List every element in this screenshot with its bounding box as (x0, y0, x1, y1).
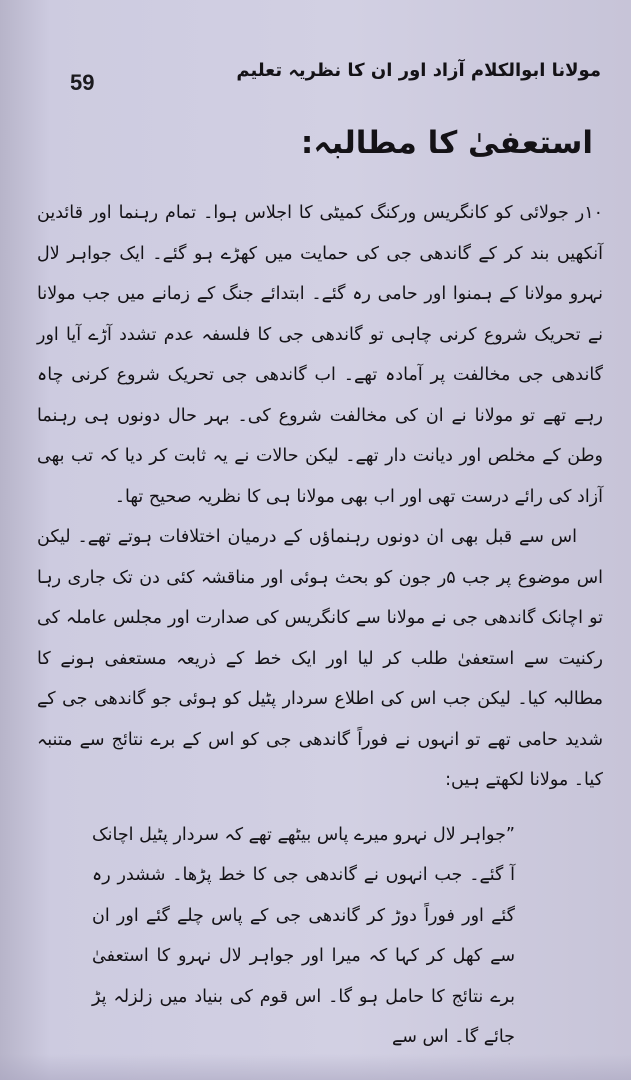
paragraph: اس سے قبل بھی ان دونوں رہنماؤں کے درمیان اختلافات ہوتے تھے۔ لیکن اس موضوع پر جب ۵ر جون کو بحث ہوئی اور مناقشہ کئی دن تک جاری رہا تو اچانک گاندھی جی نے مولانا سے کانگریس کی صدارت اور مجلس عاملہ کی رکنیت سے استعفیٰ طلب کر لیا اور ایک خط کے ذریعہ مستعفی ہونے کا مطالبہ کیا۔ لیکن جب اس کی اطلاع سردار پٹیل کو ہوئی جو گاندھی جی کے شدید حامی تھے تو انہوں نے فوراً گاندھی جی کو اس کے برے نتائج سے متنبہ کیا۔ مولانا لکھتے ہیں: (37, 527, 603, 790)
paragraph: ۱۰ر جولائی کو کانگریس ورکنگ کمیٹی کا اجلاس ہوا۔ تمام رہنما اور قائدین آنکھیں بند کر کے گاندھی جی کی حمایت میں کھڑے ہو گئے۔ ایک جواہر لال نہرو مولانا کے ہمنوا اور حامی رہ گئے۔ ابتدائے جنگ کے زمانے میں جب مولانا نے تحریک شروع کرنی چاہی تو گاندھی جی کا فلسفہ عدم تشدد آڑے آیا اور گاندھی جی مخالفت پر آمادہ تھے۔ اب گاندھی جی تحریک شروع کرنی چاہ رہے تھے تو مولانا نے ان کی مخالفت شروع کی۔ بہر حال دونوں ہی رہنما وطن کے مخلص اور دیانت دار تھے۔ لیکن حالات نے یہ ثابت کر دیا کہ تب بھی آزاد کی رائے درست تھی اور اب بھی مولانا ہی کا نظریہ صحیح تھا۔ (37, 203, 603, 507)
page-number: 59 (70, 70, 95, 95)
quotation: ”جواہر لال نہرو میرے پاس بیٹھے تھے کہ سردار پٹیل اچانک آ گئے۔ جب انہوں نے گاندھی جی کا خط پڑھا۔ ششدر رہ گئے اور فوراً دوڑ کر گاندھی جی کے پاس چلے گئے اور ان سے کھل کر کہا کہ میرا اور جواہر لال نہرو کا استعفیٰ برے نتائج کا حامل ہو گا۔ اس قوم کی بنیاد میں زلزلہ پڑ جائے گا۔ اس سے (92, 824, 515, 1047)
running-header: مولانا ابوالکلام آزاد اور ان کا نظریہ تعلیم (236, 60, 601, 81)
section-heading: استعفیٰ کا مطالبہ: (300, 125, 593, 161)
body-text (37, 193, 603, 1058)
page-shadow (0, 1054, 631, 1080)
